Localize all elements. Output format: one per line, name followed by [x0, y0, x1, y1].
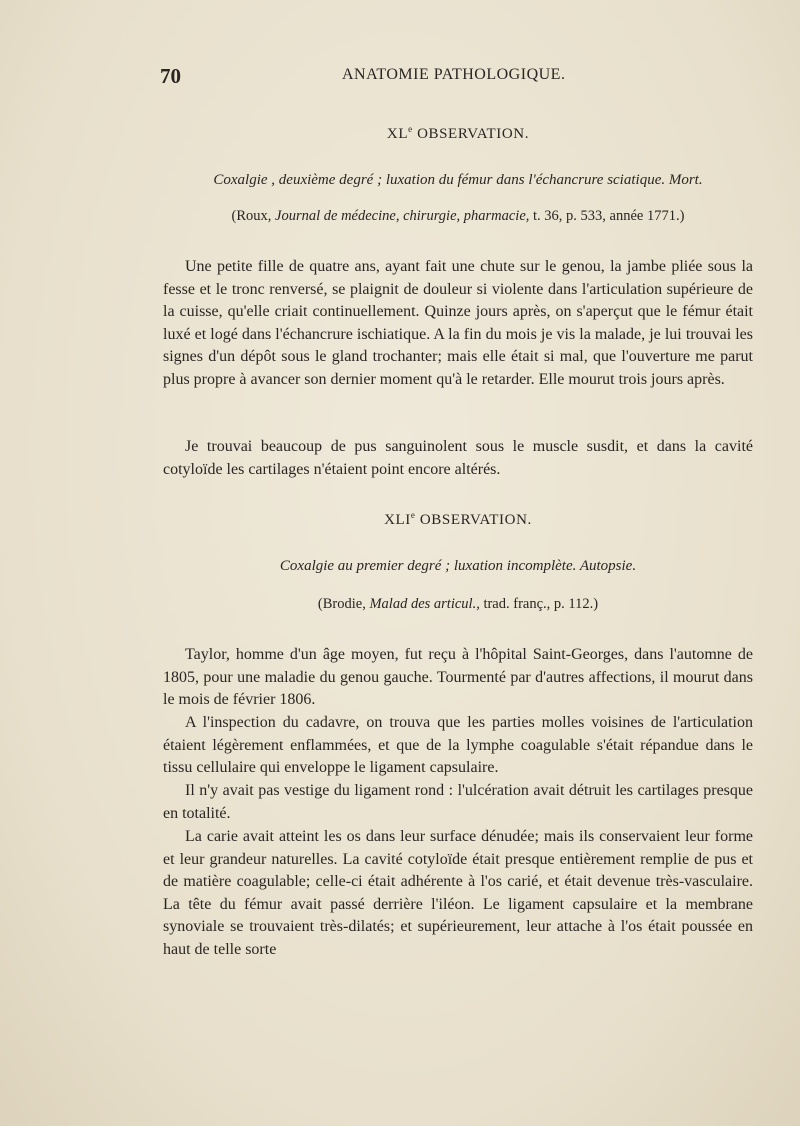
observation-41-number: XLI: [384, 512, 411, 528]
reference-rest: t. 36, p. 533, année 1771.): [529, 208, 685, 224]
observation-41-title: [163, 510, 753, 529]
running-head: ANATOMIE PATHOLOGIQUE.: [342, 66, 566, 83]
reference-journal: Journal de médecine, chirurgie, pharmacie,: [275, 208, 530, 224]
observation-41-paragraph-3: Il n'y avait pas vestige du ligament rond : l'ulcération avait détruit les cartilages presque en totalité.: [163, 782, 753, 822]
observation-41-paragraph-1: Taylor, homme d'un âge moyen, fut reçu à l'hôpital Saint-Georges, dans l'automne de 1805, pour une maladie du genou gauche. Tourmenté par d'autres affections, il mourut dans le mois de février 1806.: [163, 646, 753, 709]
observation-40-reference: [163, 208, 753, 225]
observation-41-suffix: e: [410, 510, 416, 520]
reference-open: (Brodie,: [317, 596, 370, 612]
observation-41-paragraph-2: A l'inspection du cadavre, on trouva que les parties molles voisines de l'articulation étaient légèrement enflammées, et que de la lymphe coagulable s'était répandue dans le tissu cellulaire qui enveloppe le ligament capsulaire.: [163, 714, 753, 777]
observation-40-paragraph-2: Je trouvai beaucoup de pus sanguinolent sous le muscle susdit, et dans la cavité cotyloïde les cartilages n'étaient point encore altérés.: [163, 438, 753, 478]
observation-41-subtitle: Coxalgie au premier degré ; luxation incomplète. Autopsie.: [279, 558, 637, 574]
page-number: 70: [160, 64, 181, 88]
observation-40-label: OBSERVATION.: [417, 126, 530, 142]
reference-rest: trad. franç., p. 112.): [479, 596, 599, 612]
reference-journal: Malad des articul.,: [369, 596, 480, 612]
observation-40-title: [163, 124, 753, 143]
observation-41-label: OBSERVATION.: [419, 512, 532, 528]
observation-41: [163, 510, 753, 960]
observation-40-number: XL: [386, 126, 409, 142]
observation-40-subtitle: Coxalgie , deuxième degré ; luxation du fémur dans l'échancrure sciatique. Mort.: [213, 172, 703, 188]
observation-40: [163, 118, 753, 490]
observation-40-paragraph-1: Une petite fille de quatre ans, ayant fait une chute sur le genou, la jambe pliée sous la fesse et le tronc renversé, se plaignit de douleur si violente dans l'articulation supérieure de la cuisse, qu'elle criait continuellement. Quinze jours après, on s'aperçut que le fémur était luxé et logé dans l'échancrure ischiatique. A la fin du mois je vis la malade, je lui trouvai les signes d'un dépôt sous le gland trochanter; mais elle était si mal, que l'ouverture me parut plus propre à avancer son dernier moment qu'à le retarder. Elle mourut trois jours après.: [163, 258, 753, 388]
observation-41-reference: [163, 596, 753, 613]
observation-40-suffix: e: [408, 124, 413, 134]
observation-41-paragraph-4: La carie avait atteint les os dans leur surface dénudée; mais ils conservaient leur forme et leur grandeur naturelles. La cavité cotyloïde était presque entièrement remplie de pus et de matière coagulable; celle-ci était adhérente à l'os carié, et était devenue très-vasculaire. La tête du fémur avait passé derrière l'iléon. Le ligament capsulaire et la membrane synoviale se trouvaient très-dilatés; et supérieurement, leur attache à l'os était poussée en haut de telle sorte: [163, 828, 753, 958]
page-header: [160, 64, 755, 88]
reference-open: (Roux,: [231, 208, 276, 224]
